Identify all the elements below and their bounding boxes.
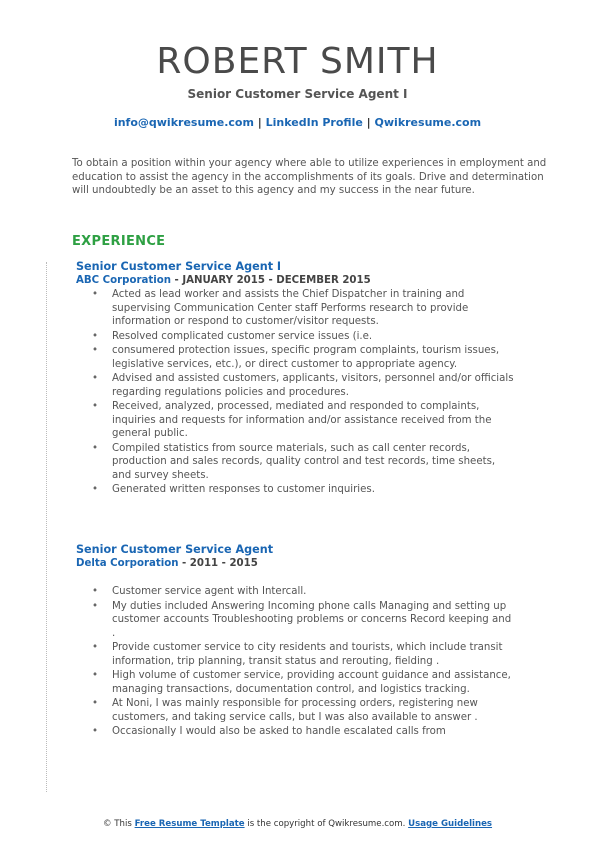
- footer: [0, 818, 595, 830]
- bullet-icon: •: [92, 330, 99, 342]
- job-company: Delta Corporation: [76, 558, 179, 569]
- job-entry: [76, 260, 516, 498]
- timeline-divider: [46, 262, 47, 792]
- list-item: [76, 697, 516, 724]
- list-item: [76, 344, 516, 371]
- job-title: Senior Customer Service Agent: [76, 543, 274, 556]
- bullet-text: Compiled statistics from source materials, such as call center records, production and sales records, quality control and test records, time sheets, and survey sheets.: [112, 442, 496, 481]
- job-dash: -: [170, 275, 183, 286]
- bullet-icon: •: [92, 670, 99, 681]
- bullet-text: Customer service agent with Intercall.: [112, 586, 307, 597]
- bullet-icon: •: [92, 600, 99, 612]
- bullet-text: Acted as lead worker and assists the Chief Dispatcher in training and supervising Communication Center staff Performs research to provide information or respond to customer/visitor requests.: [112, 289, 469, 327]
- contact-line: [0, 116, 595, 130]
- job-company-line: [76, 557, 516, 571]
- list-item: [76, 288, 516, 329]
- job-company-line: [76, 274, 516, 288]
- bullet-icon: •: [92, 586, 99, 597]
- email-link[interactable]: info@qwikresume.com: [113, 116, 254, 129]
- list-item: [76, 372, 516, 399]
- bullet-icon: •: [92, 698, 99, 709]
- bullet-text: Advised and assisted customers, applicants, visitors, personnel and/or officials regarding regulations policies and procedures.: [112, 373, 514, 398]
- linkedin-link[interactable]: LinkedIn Profile: [265, 116, 363, 129]
- bullet-icon: •: [92, 401, 99, 412]
- bullet-icon: •: [92, 642, 99, 653]
- list-item: [76, 641, 516, 668]
- job-dates: JANUARY 2015 - DECEMBER 2015: [182, 275, 371, 286]
- bullet-text: Generated written responses to customer inquiries.: [112, 484, 375, 495]
- job-dates: 2011 - 2015: [189, 558, 258, 569]
- bullet-text: My duties included Answering Incoming phone calls Managing and setting up customer accounts Troubleshooting problems or concerns Record keeping and .: [112, 600, 512, 639]
- list-item: [76, 483, 516, 497]
- bullet-icon: •: [92, 373, 99, 384]
- list-item: [76, 585, 516, 599]
- bullet-icon: •: [92, 726, 99, 737]
- summary-paragraph: To obtain a position within your agency where able to utilize experiences in employment and education to assist the agency in the accomplishments of its goals. Drive and determination will undoubtedly be an asset to this agency and my success in the near future.: [72, 158, 547, 196]
- list-item: [76, 442, 516, 483]
- job-company: ABC Corporation: [76, 275, 171, 286]
- usage-guidelines-link[interactable]: Usage Guidelines: [408, 819, 493, 829]
- contact-separator: |: [366, 116, 371, 129]
- list-item: [76, 669, 516, 696]
- list-item: [76, 600, 516, 641]
- job-title: Senior Customer Service Agent I: [76, 260, 282, 273]
- job-entry: [76, 543, 516, 740]
- bullet-icon: •: [92, 289, 99, 300]
- free-resume-template-link[interactable]: Free Resume Template: [134, 819, 245, 829]
- bullet-text: High volume of customer service, providing account guidance and assistance, managing transactions, documentation control, and logistics tracking.: [112, 670, 511, 695]
- website-link[interactable]: Qwikresume.com: [374, 116, 482, 129]
- bullet-text: Received, analyzed, processed, mediated and responded to complaints, inquiries and requests for information and/or assistance received from the general public.: [112, 401, 492, 439]
- contact-separator: |: [257, 116, 262, 129]
- bullet-text: At Noni, I was mainly responsible for processing orders, registering new customers, and taking service calls, but I was also available to answer .: [112, 698, 478, 723]
- list-item: [76, 400, 516, 441]
- job-dash: -: [178, 558, 190, 569]
- bullet-text: Resolved complicated customer service issues (i.e.: [112, 330, 373, 342]
- bullet-icon: •: [92, 345, 99, 356]
- bullet-text: Provide customer service to city residents and tourists, which include transit information, trip planning, transit status and rerouting, fielding .: [112, 642, 503, 667]
- footer-middle: is the copyright of Qwikresume.com.: [244, 819, 409, 829]
- experience-heading: EXPERIENCE: [72, 234, 166, 249]
- candidate-title: Senior Customer Service Agent I: [187, 87, 408, 101]
- bullet-icon: •: [92, 484, 99, 495]
- list-item: [76, 330, 516, 344]
- list-item: [76, 725, 516, 739]
- footer-prefix: © This: [102, 819, 135, 829]
- bullet-text: consumered protection issues, specific program complaints, tourism issues, legislative services, etc.), or direct customer to appropriate agency.: [112, 345, 500, 370]
- job-bullet-list: [76, 288, 516, 497]
- candidate-name: ROBERT SMITH: [156, 41, 439, 82]
- bullet-icon: •: [92, 442, 99, 454]
- job-bullet-list: [76, 585, 516, 739]
- bullet-text: Occasionally I would also be asked to handle escalated calls from: [112, 726, 446, 737]
